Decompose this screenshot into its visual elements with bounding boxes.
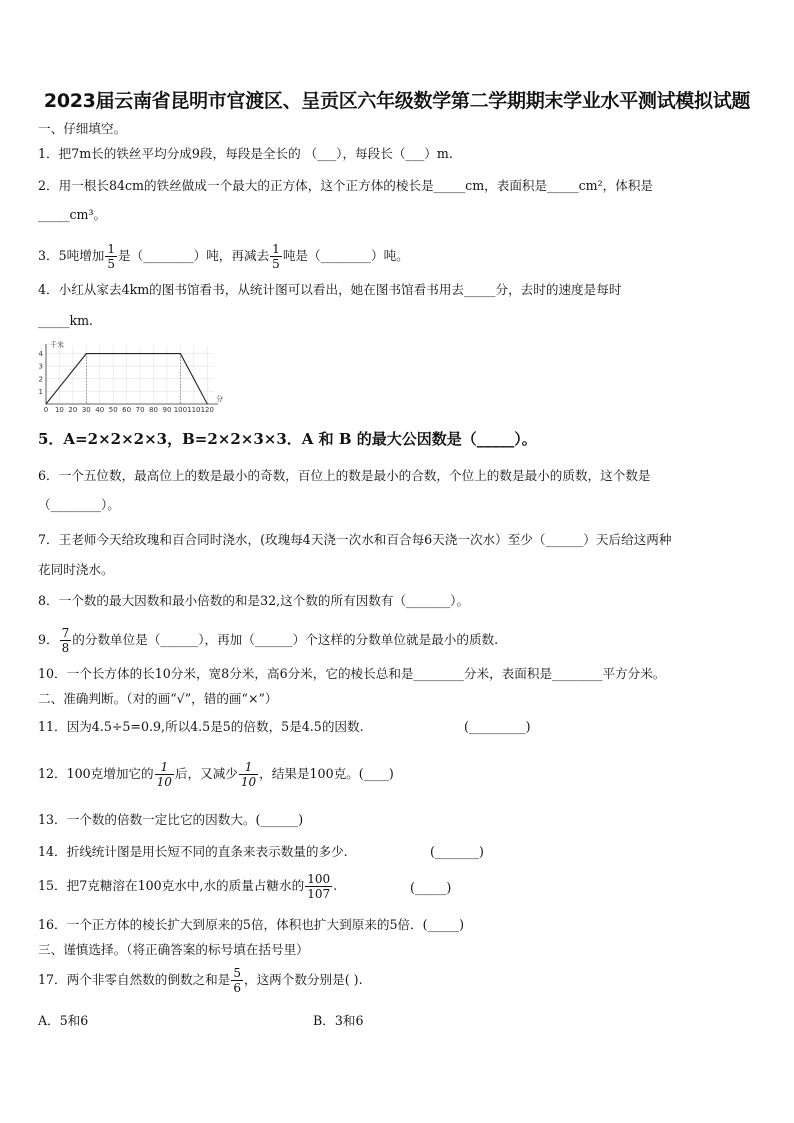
question-12	[38, 760, 394, 789]
question-3-part-b: 是（________）吨，再减去	[118, 248, 270, 263]
x-tick-label: 100	[173, 406, 188, 414]
question-6-line-2: （________）。	[38, 497, 120, 512]
x-tick-label: 110	[187, 406, 201, 414]
x-axis-label: 分	[216, 395, 223, 403]
question-2-line-2: _____cm³。	[38, 207, 107, 222]
question-9	[38, 626, 498, 655]
question-5: 5．A=2×2×2×3，B=2×2×3×3．A 和 B 的最大公因数是（_____）。	[38, 430, 537, 448]
x-tick-label: 20	[68, 406, 78, 414]
question-3-part-c: 吨是（________）吨。	[282, 248, 409, 263]
x-tick-label: 50	[108, 406, 118, 414]
x-tick-label: 60	[122, 406, 132, 414]
question-4-line-1: 4．小红从家去4km的图书馆看书，从统计图可以看出，她在图书馆看书用去_____分，去时的速度是每时	[38, 282, 622, 297]
question-8: 8．一个数的最大因数和最小倍数的和是32,这个数的所有因数有（_______）。	[38, 593, 470, 608]
x-tick-label: 40	[95, 406, 105, 414]
x-tick-label: 30	[81, 406, 91, 414]
question-15-text: 15．把7克糖溶在100克水中,水的质量占糖水的	[38, 878, 305, 893]
y-tick-label: 2	[38, 375, 43, 384]
x-tick-label: 70	[135, 406, 145, 414]
question-14: 14．折线统计图是用长短不同的直条来表示数量的多少.	[38, 844, 348, 859]
question-11: 11．因为4.5÷5=0.9,所以4.5是5的倍数，5是4.5的因数.	[38, 719, 364, 734]
question-15	[38, 872, 337, 901]
fraction-seven-eighths: $\frac{7}{8}$	[61, 626, 70, 655]
section-true-false: 二、准确判断。（对的画“√”，错的画“×”）	[38, 691, 278, 706]
question-17-text-end: ，这两个数分别是( ).	[243, 972, 363, 987]
fraction-one-fifth-2: $\frac{1}{5}$	[272, 242, 280, 271]
question-9-number: 9．	[38, 632, 59, 647]
question-13: 13．一个数的倍数一定比它的因数大。(______)	[38, 812, 304, 827]
x-tick-label: 80	[149, 406, 158, 414]
question-3	[38, 242, 409, 271]
x-tick-label: 0	[43, 406, 49, 414]
question-4-line-2: _____km.	[38, 313, 94, 328]
y-axis-label: 千米	[50, 341, 64, 349]
question-14-answer-blank[interactable]: (_______)	[430, 844, 484, 859]
x-tick-label: 90	[162, 406, 172, 414]
question-15-period: .	[333, 878, 338, 893]
question-1: 1．把7m长的铁丝平均分成9段，每段是全长的 （___），每段长（___）m.	[38, 146, 453, 161]
option-a[interactable]: A．5和6	[38, 1013, 89, 1028]
question-12-part-a: 12．100克增加它的	[38, 766, 154, 781]
question-17	[38, 966, 363, 995]
fraction-one-tenth: $\frac{1}{10}$	[156, 760, 172, 789]
question-6-line-1: 6．一个五位数，最高位上的数是最小的奇数，百位上的数是最小的合数，个位上的数是最小的质数，这个数是	[38, 468, 651, 483]
fraction-five-sixths: $\frac{5}{6}$	[233, 966, 241, 995]
question-7-line-2: 花同时浇水。	[38, 562, 114, 577]
fraction-one-fifth: $\frac{1}{5}$	[107, 242, 116, 271]
question-3-part-a: 3．5吨增加	[38, 248, 105, 263]
option-b[interactable]: B．3和6	[313, 1013, 364, 1028]
question-16: 16．一个正方体的棱长扩大到原来的5倍，体积也扩大到原来的5倍．(_____)	[38, 917, 464, 932]
y-tick-label: 4	[38, 350, 43, 359]
section-choice: 三、谨慎选择。（将正确答案的标号填在括号里）	[38, 942, 309, 957]
question-11-answer-blank[interactable]: (_________)	[464, 719, 531, 734]
question-12-part-c: ，结果是100克。(____)	[259, 766, 394, 781]
question-2-line-1: 2．用一根长84cm的铁丝做成一个最大的正方体，这个正方体的棱长是_____cm，表面积是_____cm²，体积是	[38, 178, 654, 193]
question-17-text: 17．两个非零自然数的倒数之和是	[38, 972, 231, 987]
fraction-100-over-107: $\frac{100}{107}$	[307, 872, 331, 901]
question-12-part-b: 后，又减少	[174, 766, 238, 781]
question-15-answer-blank[interactable]: (_____)	[410, 880, 452, 895]
page-title: 2023届云南省昆明市官渡区、呈贡区六年级数学第二学期期末学业水平测试模拟试题	[43, 90, 751, 112]
x-tick-label: 120	[200, 406, 214, 414]
fraction-one-tenth-2: $\frac{1}{10}$	[240, 760, 257, 789]
y-tick-label: 3	[38, 362, 43, 371]
section-fill-in: 一、仔细填空。	[38, 121, 127, 136]
question-10: 10．一个长方体的长10分米，宽8分米，高6分米，它的棱长总和是________分米，表面积是________平方分米。	[38, 666, 666, 681]
x-tick-label: 10	[54, 406, 64, 414]
question-7-line-1: 7．王老师今天给玫瑰和百合同时浇水，(玫瑰每4天浇一次水和百合每6天浇一次水）至少（______）天后给这两种	[38, 532, 672, 547]
y-tick-label: 1	[38, 387, 43, 396]
distance-time-chart	[34, 340, 223, 416]
question-9-text: 的分数单位是（______），再加（______）个这样的分数单位就是最小的质数.	[72, 632, 499, 647]
